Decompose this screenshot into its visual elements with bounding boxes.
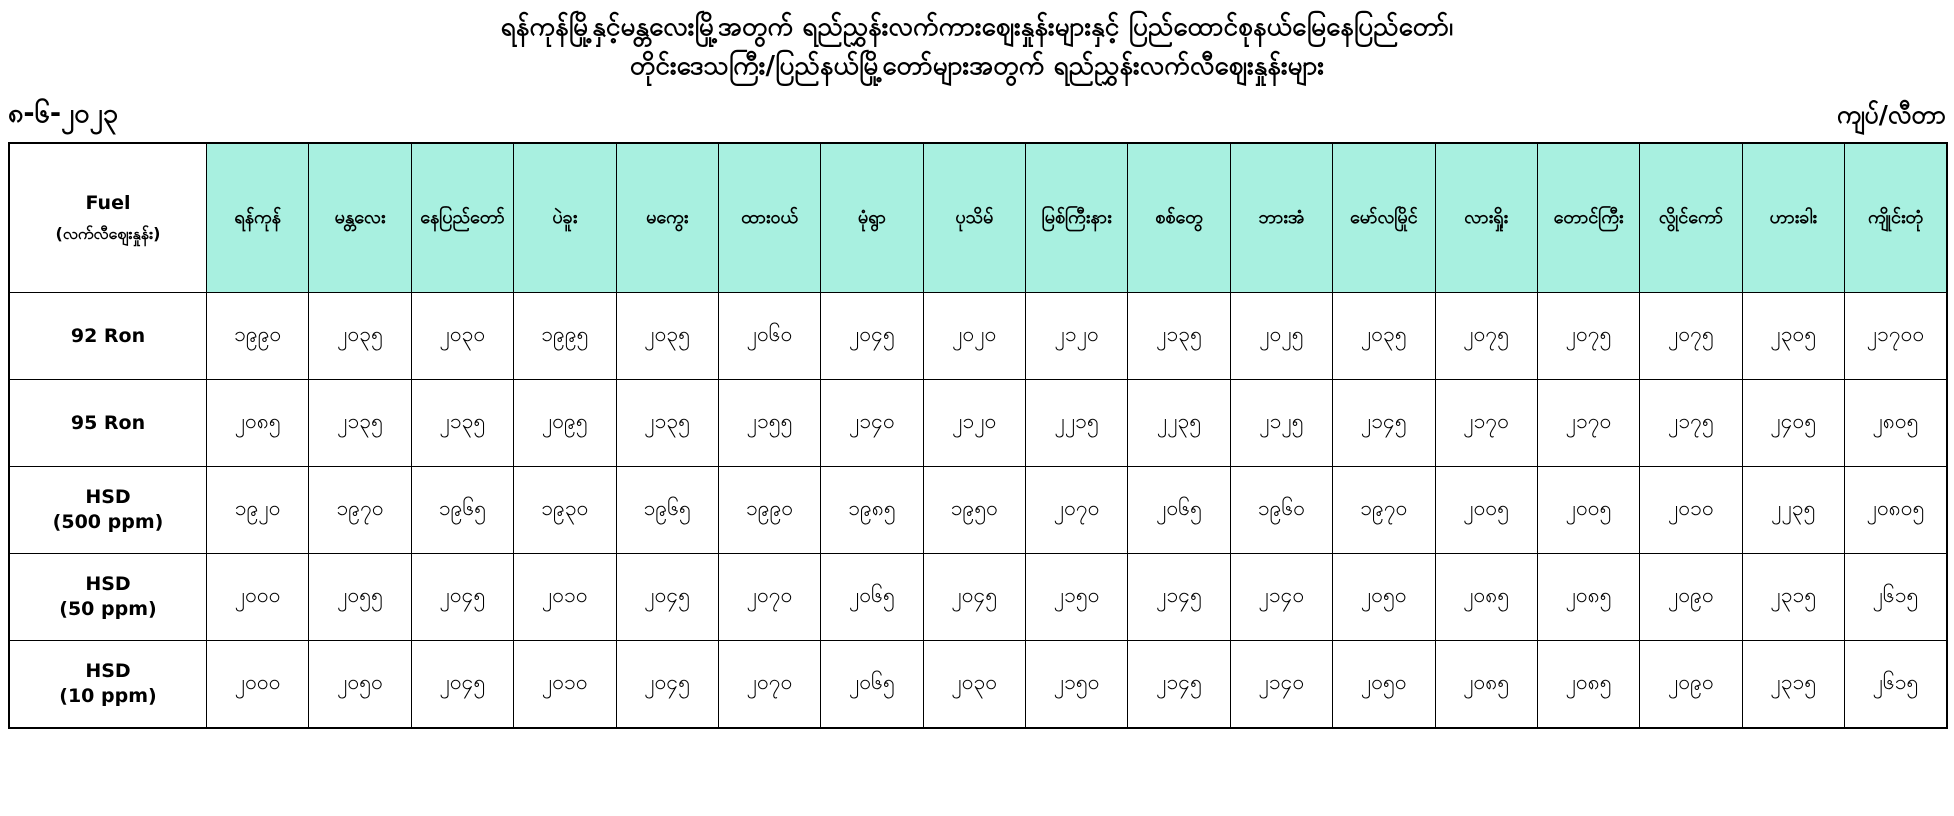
- table-row: [9, 554, 1947, 641]
- row-header-line-2: (50 ppm): [59, 598, 157, 620]
- price-cell: ၂၀၉၅: [514, 380, 616, 467]
- price-cell: ၂၈၀၅: [1845, 380, 1948, 467]
- row-header-line-1: 95 Ron: [70, 411, 146, 434]
- header-row: [9, 143, 1947, 293]
- table-row: [9, 293, 1947, 380]
- row-header-line-1: HSD: [85, 486, 131, 509]
- column-header: ဘားအံ: [1230, 143, 1332, 293]
- column-header: ထားဝယ်: [718, 143, 820, 293]
- date-label: ၈-၆-၂၀၂၃: [8, 98, 118, 129]
- unit-label: ကျပ်/လီတာ: [1836, 100, 1946, 129]
- column-header: စစ်တွေ: [1128, 143, 1230, 293]
- price-cell: ၁၉၆၅: [411, 467, 513, 554]
- price-cell: ၂၂၁၅: [1026, 380, 1128, 467]
- price-cell: ၁၉၉၀: [718, 467, 820, 554]
- price-cell: ၂၀၂၀: [923, 293, 1025, 380]
- price-cell: ၂၁၂၀: [1026, 293, 1128, 380]
- price-cell: ၂၀၆၅: [821, 641, 923, 729]
- price-cell: ၁၉၂၀: [207, 467, 309, 554]
- price-cell: ၂၁၃၅: [411, 380, 513, 467]
- price-cell: ၂၃၁၅: [1742, 641, 1844, 729]
- price-cell: ၂၁၄၀: [1230, 641, 1332, 729]
- fuel-price-table: [8, 142, 1948, 729]
- price-cell: ၂၁၄၀: [1230, 554, 1332, 641]
- price-cell: ၁၉၇၀: [309, 467, 411, 554]
- price-cell: ၂၀၀၀: [207, 554, 309, 641]
- price-cell: ၂၀၈၅: [1435, 641, 1537, 729]
- price-cell: ၂၁၃၅: [1128, 293, 1230, 380]
- title-line-1: ရန်ကုန်မြို့နှင့်မန္တလေးမြို့အတွက် ရည်ညွှန်းလက်ကားဈေးနှုန်းများနှင့် ပြည်ထောင်စုနယ်မြေနေပြည်တော်၊: [500, 12, 1454, 42]
- price-cell: ၂၀၇၅: [1640, 293, 1742, 380]
- price-cell: ၂၀၇၀: [718, 641, 820, 729]
- corner-header-line-2: (လက်လီဈေးနှုန်း): [55, 224, 161, 244]
- document-title: [0, 0, 1954, 86]
- price-cell: ၁၉၆၀: [1230, 467, 1332, 554]
- table-row: [9, 380, 1947, 467]
- price-cell: ၂၀၈၅: [1537, 554, 1639, 641]
- price-cell: ၂၁၃၅: [309, 380, 411, 467]
- column-header: နေပြည်တော်: [411, 143, 513, 293]
- price-cell: ၂၀၆၀: [718, 293, 820, 380]
- price-cell: ၂၃၀၅: [1742, 293, 1844, 380]
- column-header: မြစ်ကြီးနား: [1026, 143, 1128, 293]
- price-cell: ၁၉၆၅: [616, 467, 718, 554]
- column-header: မကွေး: [616, 143, 718, 293]
- corner-header-line-1: Fuel: [85, 192, 131, 215]
- price-cell: ၂၀၀၅: [1435, 467, 1537, 554]
- table-row: [9, 641, 1947, 729]
- price-cell: ၂၁၄၀: [821, 380, 923, 467]
- price-cell: ၂၁၅၀: [1026, 641, 1128, 729]
- corner-header-cell: [9, 143, 207, 293]
- price-cell: ၂၀၂၅: [1230, 293, 1332, 380]
- price-cell: ၂၀၁၀: [1640, 467, 1742, 554]
- column-header: လွိုင်ကော်: [1640, 143, 1742, 293]
- price-cell: ၂၁၂၅: [1230, 380, 1332, 467]
- price-cell: ၂၀၈၀၅: [1845, 467, 1948, 554]
- price-cell: ၂၀၉၀: [1640, 554, 1742, 641]
- column-header: ပဲခူး: [514, 143, 616, 293]
- price-cell: ၂၀၄၅: [616, 641, 718, 729]
- price-cell: ၂၂၃၅: [1128, 380, 1230, 467]
- price-cell: ၂၀၈၅: [1537, 641, 1639, 729]
- price-cell: ၂၁၇၀: [1435, 380, 1537, 467]
- table-body: [9, 293, 1947, 729]
- price-cell: ၂၀၀၅: [1537, 467, 1639, 554]
- column-header: ရန်ကုန်: [207, 143, 309, 293]
- price-cell: ၂၁၃၅: [616, 380, 718, 467]
- price-cell: ၂၀၃၀: [411, 293, 513, 380]
- price-cell: ၂၁၄၅: [1333, 380, 1435, 467]
- row-header-line-1: HSD: [85, 573, 131, 596]
- price-cell: ၂၁၄၅: [1128, 641, 1230, 729]
- price-cell: ၁၉၉၀: [207, 293, 309, 380]
- price-cell: ၂၀၄၅: [411, 641, 513, 729]
- column-header: ပုသိမ်: [923, 143, 1025, 293]
- price-cell: ၂၀၇၀: [718, 554, 820, 641]
- price-cell: ၂၀၃၅: [1333, 293, 1435, 380]
- column-header: မုံရွာ: [821, 143, 923, 293]
- price-cell: ၂၀၇၀: [1026, 467, 1128, 554]
- price-cell: ၂၀၇၅: [1435, 293, 1537, 380]
- row-header-line-1: HSD: [85, 660, 131, 683]
- row-header: [9, 380, 207, 467]
- price-cell: ၂၀၄၅: [923, 554, 1025, 641]
- column-header: မန္တလေး: [309, 143, 411, 293]
- title-line-2: တိုင်းဒေသကြီး/ပြည်နယ်မြို့တော်များအတွက် ရည်ညွှန်းလက်လီဈေးနှုန်းများ: [629, 51, 1325, 81]
- price-cell: ၂၄၀၅: [1742, 380, 1844, 467]
- price-cell: ၂၀၈၅: [207, 380, 309, 467]
- price-cell: ၂၀၄၅: [411, 554, 513, 641]
- price-cell: ၂၀၅၀: [309, 641, 411, 729]
- price-cell: ၂၀၄၅: [616, 554, 718, 641]
- column-header: လားရှိုး: [1435, 143, 1537, 293]
- price-cell: ၂၀၅၅: [309, 554, 411, 641]
- row-header: [9, 641, 207, 729]
- price-cell: ၁၉၉၅: [514, 293, 616, 380]
- row-header: [9, 467, 207, 554]
- price-cell: ၂၀၅၀: [1333, 554, 1435, 641]
- price-cell: ၂၀၄၅: [821, 293, 923, 380]
- price-cell: ၂၀၁၀: [514, 554, 616, 641]
- price-cell: ၂၁၇၀: [1537, 380, 1639, 467]
- price-cell: ၂၂၃၅: [1742, 467, 1844, 554]
- price-cell: ၂၀၆၅: [1128, 467, 1230, 554]
- price-cell: ၂၀၉၀: [1640, 641, 1742, 729]
- price-cell: ၂၃၁၅: [1742, 554, 1844, 641]
- price-cell: ၂၀၃၅: [309, 293, 411, 380]
- price-cell: ၂၀၆၅: [821, 554, 923, 641]
- price-cell: ၁၉၈၅: [821, 467, 923, 554]
- price-cell: ၁၉၃၀: [514, 467, 616, 554]
- price-cell: ၂၀၃၀: [923, 641, 1025, 729]
- price-cell: ၂၁၇၀၀: [1845, 293, 1948, 380]
- price-cell: ၂၀၀၀: [207, 641, 309, 729]
- price-cell: ၂၁၂၀: [923, 380, 1025, 467]
- price-cell: ၂၁၄၅: [1128, 554, 1230, 641]
- price-cell: ၂၀၇၅: [1537, 293, 1639, 380]
- price-cell: ၂၀၈၅: [1435, 554, 1537, 641]
- column-header: တောင်ကြီး: [1537, 143, 1639, 293]
- column-header: ဟားခါး: [1742, 143, 1844, 293]
- table-row: [9, 467, 1947, 554]
- price-cell: ၂၁၅၀: [1026, 554, 1128, 641]
- row-header: [9, 293, 207, 380]
- row-header-line-1: 92 Ron: [70, 324, 146, 347]
- row-header-line-2: (500 ppm): [52, 511, 164, 533]
- price-cell: ၂၀၃၅: [616, 293, 718, 380]
- price-cell: ၁၉၇၀: [1333, 467, 1435, 554]
- price-cell: ၂၆၁၅: [1845, 641, 1948, 729]
- column-header: မော်လမြိုင်: [1333, 143, 1435, 293]
- price-cell: ၂၁၇၅: [1640, 380, 1742, 467]
- table-header: [9, 143, 1947, 293]
- row-header-line-2: (10 ppm): [59, 685, 157, 707]
- price-cell: ၂၀၅၀: [1333, 641, 1435, 729]
- column-header: ကျိုင်းတုံ: [1845, 143, 1948, 293]
- price-cell: ၁၉၅၀: [923, 467, 1025, 554]
- price-cell: ၂၀၁၀: [514, 641, 616, 729]
- row-header: [9, 554, 207, 641]
- document-meta: [0, 86, 1954, 142]
- price-cell: ၂၆၁၅: [1845, 554, 1948, 641]
- price-cell: ၂၁၅၅: [718, 380, 820, 467]
